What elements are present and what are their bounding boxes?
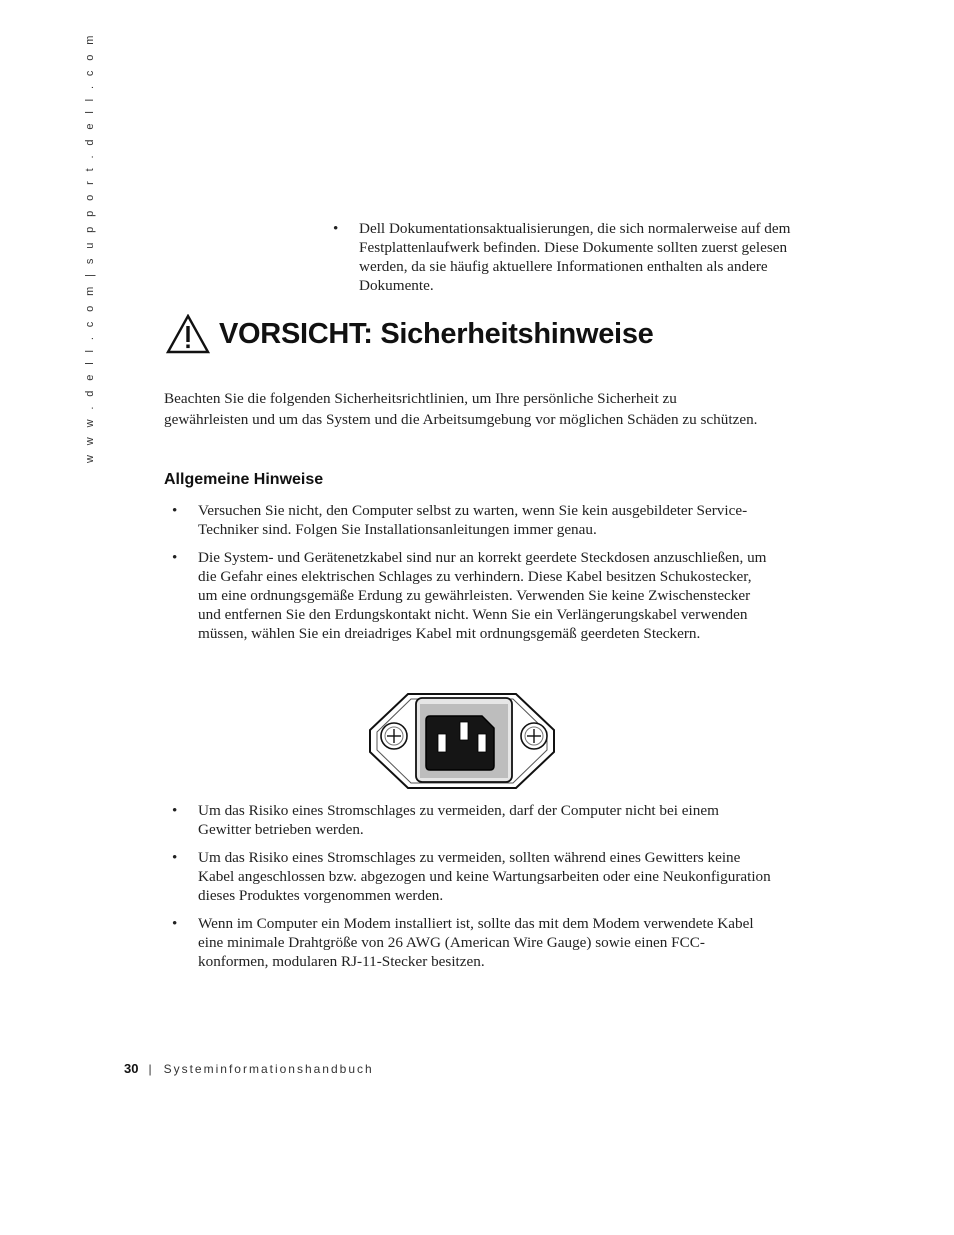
bullet-text: Um das Risiko eines Stromschlages zu vermeiden, sollten während eines Gewitters keine Kabel angeschlossen bzw. abgezogen und keine Wartungsarbeiten oder eine Neukonfiguration dieses Produktes vorgenommen werden. [198,849,771,904]
bullet-marker: • [172,849,178,866]
bullet-marker: • [172,549,178,566]
top-bullet-item [333,219,803,295]
list-item [172,801,772,839]
list-item [172,914,772,971]
list-item [333,219,803,295]
list-item [172,501,772,539]
caution-title: VORSICHT: Sicherheitshinweise [219,317,654,350]
bullet-text: Die System- und Gerätenetzkabel sind nur an korrekt geerdete Steckdosen anzuschließen, um die Gefahr eines elektrischen Schlages zu verhindern. Diese Kabel besitzen Schukostecker, um eine ordnungsgemäße Erdung zu gewährleisten. Verwenden Sie keine Zwischenstecker und entfernen Sie den Erdungskontakt nicht. Wenn Sie ein Verlängerungskabel verwenden müssen, wählen Sie ein dreiadriges Kabel mit ordnungsgemäß geerdeten Steckern. [198,549,767,642]
book-title: Systeminformationshandbuch [163,1062,374,1076]
intro-paragraph: Beachten Sie die folgenden Sicherheitsrichtlinien, um Ihre persönliche Sicherheit zu gewährleisten und um das System und die Arbeitsumgebung vor möglichen Schäden zu schützen. [164,390,758,428]
footer-separator: | [148,1062,152,1076]
caution-heading [166,312,653,356]
page-number: 30 [124,1061,139,1076]
power-connector-icon [366,690,558,792]
section-heading: Allgemeine Hinweise [164,471,324,488]
warning-triangle-icon [166,314,210,354]
bullet-text: Wenn im Computer ein Modem installiert ist, sollte das mit dem Modem verwendete Kabel eine minimale Drahtgröße von 26 AWG (American Wire Gauge) sowie einen FCC-konformen, modularen RJ-11-Stecker besitzen. [198,915,754,970]
bullet-marker: • [172,502,178,519]
bullet-marker: • [172,915,178,932]
page-footer [124,1061,374,1076]
side-url-text: w w w . d e l l . c o m | s u p p o r t . d e l l . c o m [84,32,96,463]
bullet-text: Dell Dokumentationsaktualisierungen, die sich normalerweise auf dem Festplattenlaufwerk befinden. Diese Dokumente sollten zuerst gelesen werden, da sie häufig aktuellere Informationen enthalten als andere Dokumente. [359,220,791,294]
bullet-list [172,501,772,652]
bullet-text: Um das Risiko eines Stromschlages zu vermeiden, darf der Computer nicht bei einem Gewitter betrieben werden. [198,802,719,838]
list-item [172,848,772,905]
bullet-list [172,801,772,980]
bullet-text: Versuchen Sie nicht, den Computer selbst zu warten, wenn Sie kein ausgebildeter Service-Techniker sind. Folgen Sie Installationsanleitungen immer genau. [198,502,748,538]
bullet-marker: • [333,220,339,237]
bullet-marker: • [172,802,178,819]
list-item [172,548,772,643]
